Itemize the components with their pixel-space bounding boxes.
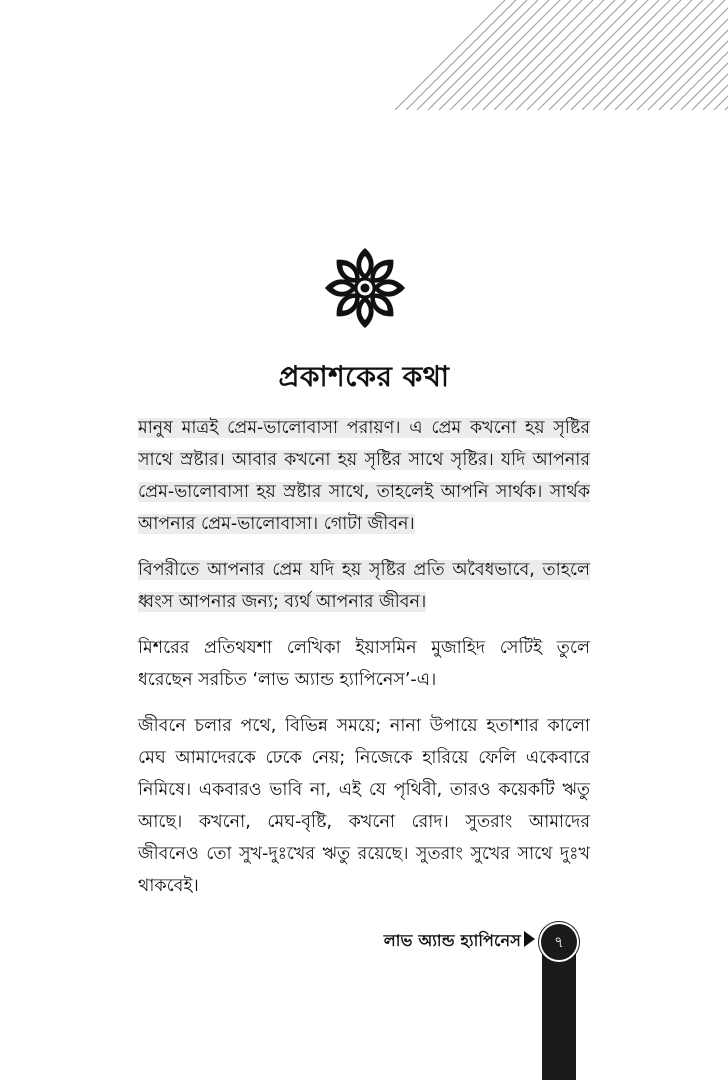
hatch-line xyxy=(648,0,728,110)
page-number: ৭ xyxy=(539,922,579,962)
paragraph-4: জীবনে চলার পথে, বিভিন্ন সময়ে; নানা উপায়ে হতাশার কালো মেঘ আমাদেরকে ঢেকে নেয়; নিজেকে হারিয়ে ফেলি একেবারে নিমিষে। একবারও ভাবি না, এই যে পৃথিবী, তারও কয়েকটি ঋতু আছে। কখনো, মেঘ-বৃষ্টি, কখনো রোদ। সুতরাং আমাদের জীবনেও তো সুখ-দুঃখের ঋতু রয়েছে। সুতরাং সুখের সাথে দুঃখ থাকবেই। xyxy=(138,716,590,896)
triangle-right-icon xyxy=(524,931,535,947)
paragraph-1: মানুষ মাত্রই প্রেম-ভালোবাসা পরায়ণ। এ প্রেম কখনো হয় সৃষ্টির সাথে স্রষ্টার। আবার কখনো হয় সৃষ্টির সাথে সৃষ্টির। যদি আপনার প্রেম-ভালোবাসা হয় স্রষ্টার সাথে, তাহলেই আপনি সার্থক। সার্থক আপনার প্রেম-ভালোবাসা। গোটা জীবন। xyxy=(138,418,590,534)
hatch-line xyxy=(714,0,728,110)
hatch-line xyxy=(703,0,728,110)
paragraph-2: বিপরীতে আপনার প্রেম যদি হয় সৃষ্টির প্রতি অবৈধভাবে, তাহলে ধ্বংস আপনার জন্য; ব্যর্থ আপনার জীবন। xyxy=(138,560,590,612)
diagonal-hatch-decoration xyxy=(395,0,728,110)
paragraph-3: মিশরের প্রতিথযশা লেখিকা ইয়াসমিন মুজাহিদ সেটিই তুলে ধরেছেন সরচিত ‘লাভ অ্যান্ড হ্যাপিনেস’-এ। xyxy=(138,638,590,690)
flower-ornament-icon xyxy=(322,247,408,329)
footer-book-title: লাভ অ্যান্ড হ্যাপিনেস xyxy=(383,931,521,950)
hatch-line xyxy=(681,0,728,110)
body-text xyxy=(138,412,590,916)
hatch-line xyxy=(626,0,728,110)
page-title: প্রকাশকের কথা xyxy=(278,360,450,393)
